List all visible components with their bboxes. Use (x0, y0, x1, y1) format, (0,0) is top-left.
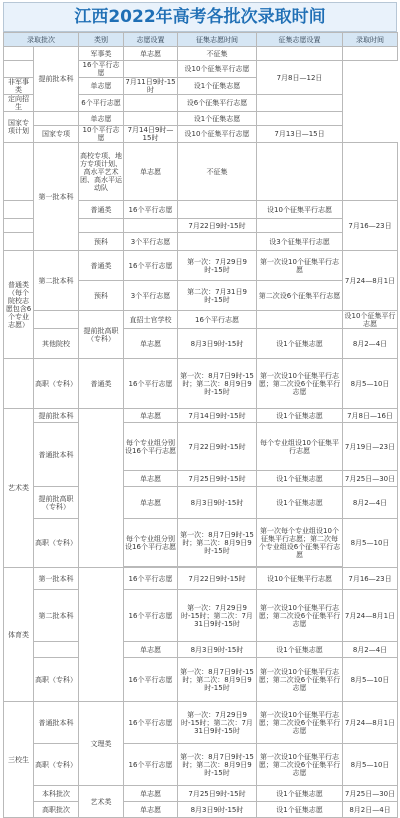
table-cell: 设10个征集平行志愿 (343, 311, 398, 329)
table-cell: 第二批本科 (34, 590, 79, 642)
table-cell: 7月11日9时-15时 (125, 78, 176, 94)
table-row (4, 658, 398, 702)
table-row (4, 702, 398, 744)
table-cell: 16个平行志愿 (124, 744, 178, 786)
table-cell: 设10个征集平行志愿 (178, 61, 257, 78)
table-cell: 16个平行志愿 (124, 201, 178, 219)
table-cell (124, 61, 178, 78)
table-cell: 第一次设10个征集平行志愿；第二次设6个征集平行志愿 (257, 744, 343, 786)
table-row (4, 802, 398, 818)
table-cell: 第二批本科 (34, 251, 79, 311)
table-cell (257, 143, 343, 201)
table-cell (257, 219, 343, 233)
table-cell: 单志愿 (124, 409, 178, 423)
table-cell: 7月22日9时-15时 (178, 219, 257, 233)
table-cell: 高职批次 (34, 802, 79, 818)
table-cell: 设6个征集平行志愿 (178, 95, 257, 112)
table-cell: 提前批高职（专科） (79, 311, 124, 359)
table-cell: 高职（专科） (34, 519, 79, 568)
table-cell: 第一次设10个征集平行志愿；第二次设6个征集平行志愿 (257, 658, 343, 702)
table-row (4, 251, 398, 281)
header-collect-time: 征集志愿时间 (178, 33, 257, 47)
table-cell (79, 409, 124, 568)
table-cell: 8月3日9时-15时 (178, 802, 257, 818)
table-cell: 7月8日—16日 (343, 409, 398, 423)
table-cell (4, 61, 34, 78)
table-cell: 第一次：7月29日9时-15时；第二次：7月31日9时-15时 (178, 702, 257, 744)
table-cell: 7月25日—30日 (343, 471, 398, 487)
table-cell: 设10个征集平行志愿 (178, 126, 257, 143)
table-cell: 7月14日9时-15时 (178, 409, 257, 423)
table-cell: 国家专项 (34, 126, 79, 143)
table-cell (257, 112, 343, 126)
table-cell: 第一次：8月7日9时-15时；第二次：8月9日9时-15时 (178, 658, 257, 702)
table-cell (124, 219, 178, 233)
header-batch: 录取批次 (4, 33, 79, 47)
table-cell: 文理类 (79, 702, 124, 786)
table-cell: 第一次：7月29日9时-15时；第二次：7月31日9时-15时 (178, 590, 257, 642)
table-cell (257, 47, 343, 61)
table-cell: 设1个征集志愿 (257, 487, 343, 519)
table-cell: 第二次设6个征集平行志愿 (257, 281, 343, 311)
table-cell: 16个平行志愿 (178, 311, 257, 329)
table-cell: 7月14日9时—15时 (124, 126, 178, 143)
table-cell: 预科 (79, 281, 124, 311)
table-cell: 8月3日9时-15时 (178, 642, 257, 658)
table-row (4, 487, 398, 519)
table-cell: 每个专业组分别设16个平行志愿 (124, 423, 178, 471)
table-cell (343, 47, 398, 61)
table-cell: 普通批本科 (34, 423, 79, 487)
header-category: 类别 (79, 33, 124, 47)
table-cell: 普通类 (79, 359, 124, 409)
table-row (4, 568, 398, 590)
table-cell (178, 201, 257, 219)
table-row (4, 642, 398, 658)
table-cell: 定向招生 (4, 95, 34, 112)
table-cell: 本科批次 (34, 786, 79, 802)
table-cell: 7月19日—23日 (343, 423, 398, 471)
table-cell (34, 112, 79, 126)
table-cell (343, 143, 398, 201)
table-cell (34, 311, 79, 329)
table-cell (4, 47, 34, 61)
table-cell: 3个平行志愿 (124, 281, 178, 311)
table-cell: 其他院校 (34, 329, 79, 359)
table-cell: 6个平行志愿 (79, 95, 124, 112)
table-cell: 单志愿 (124, 47, 178, 61)
table-cell (79, 219, 124, 233)
table-row (4, 786, 398, 802)
table-cell: 设1个征集志愿 (257, 802, 343, 818)
table-cell: 设3个征集平行志愿 (257, 233, 343, 251)
table-row (4, 590, 398, 642)
table-header-row (4, 33, 398, 47)
table-cell: 8月2—4日 (343, 642, 398, 658)
table-cell (4, 143, 34, 201)
table-cell: 每个专业组分别设16个平行志愿 (124, 519, 178, 567)
table-cell: 第一次每个专业组设10个征集平行志愿；第二次每个专业组设6个征集平行志愿 (257, 519, 343, 567)
header-volunteer-setting: 志愿设置 (124, 33, 178, 47)
table-cell: 8月5—10日 (343, 744, 398, 786)
admission-schedule-table (3, 32, 398, 818)
table-row (4, 519, 398, 567)
table-cell: 第一次：8月7日9时-15时；第二次：8月9日9时-15时 (178, 519, 257, 567)
table-row (4, 47, 398, 61)
table-cell: 7月24—8月1日 (343, 702, 398, 744)
table-row (4, 143, 398, 201)
table-cell (124, 95, 178, 112)
table-cell: 16个平行志愿 (124, 658, 178, 702)
table-cell: 单志愿 (124, 329, 178, 359)
table-cell (79, 568, 124, 702)
table-cell: 第一次：8月7日9时-15时；第二次：8月9日9时-15时 (178, 744, 257, 786)
table-cell (4, 201, 34, 219)
table-cell: 7月25日—30日 (343, 786, 398, 802)
table-cell: 高职（专科） (34, 359, 79, 409)
table-cell: 每个专业组设10个征集平行志愿 (257, 423, 343, 471)
table-cell: 8月3日9时-15时 (178, 487, 257, 519)
table-cell: 设1个征集志愿 (257, 786, 343, 802)
table-cell: 7月25日9时-15时 (178, 786, 257, 802)
table-cell (257, 95, 343, 112)
table-cell: 单志愿 (79, 78, 124, 95)
table-cell: 16个平行志愿 (124, 251, 178, 281)
table-cell: 艺术类 (79, 786, 124, 818)
table-cell: 8月3日9时-15时 (178, 329, 257, 359)
table-cell: 16个平行志愿 (79, 61, 124, 78)
table-cell: 高职（专科） (34, 658, 79, 702)
table-cell: 8月5—10日 (343, 519, 398, 568)
table-cell: 7月13日—15日 (257, 126, 343, 143)
table-cell: 16个平行志愿 (124, 359, 178, 409)
table-cell: 国家专项计划 (4, 112, 34, 143)
table-cell: 预科 (79, 233, 124, 251)
table-cell: 第一次：7月29日9时-15时 (178, 251, 257, 281)
table-cell: 单志愿 (79, 112, 124, 126)
table-row (4, 329, 398, 359)
table-cell: 3个平行志愿 (124, 233, 178, 251)
table-cell: 设1个征集志愿 (178, 112, 257, 126)
table-cell: 8月2日—4日 (343, 802, 398, 818)
page-title: 江西2022年高考各批次录取时间 (3, 2, 397, 32)
table-row (4, 311, 398, 329)
table-cell: 单志愿 (124, 642, 178, 658)
table-cell: 单志愿 (124, 786, 178, 802)
table-cell: 单志愿 (124, 143, 178, 201)
table-cell: 第一次设10个征集平行志愿；第二次设6个征集平行志愿 (257, 359, 343, 409)
table-cell: 7月22日9时-15时 (178, 423, 257, 471)
table-row (4, 409, 398, 423)
table-cell: 设1个征集志愿 (257, 642, 343, 658)
table-cell: 设1个征集志愿 (257, 329, 343, 359)
table-cell: 设10个征集平行志愿 (257, 201, 343, 219)
table-cell: 7月16—23日 (343, 568, 398, 590)
table-row (4, 112, 398, 126)
table-cell: 10个平行志愿 (79, 126, 124, 143)
table-cell: 第一次：8月7日9时-15时；第二次：8月9日9时-15时 (178, 359, 257, 409)
table-cell (4, 233, 34, 251)
table-cell: 第一批本科 (34, 143, 79, 251)
table-cell (178, 233, 257, 251)
table-cell: 16个平行志愿 (124, 568, 178, 590)
table-cell: 艺术类 (4, 409, 34, 568)
table-cell: 第二次：7月31日9时-15时 (178, 281, 257, 311)
table-cell: 提前批本科 (34, 47, 79, 112)
table-cell: 单志愿 (124, 487, 178, 519)
table-cell: 普通批本科 (34, 702, 79, 744)
table-cell (4, 219, 34, 233)
table-cell: 提前批高职（专科） (34, 487, 79, 519)
table-cell: 第一批本科 (34, 568, 79, 590)
table-cell: 高校专项、地方专项计划、高水平艺术团、高水平运动队 (79, 143, 124, 201)
table-cell: 单志愿 (124, 802, 178, 818)
table-body (4, 47, 398, 818)
table-row (4, 423, 398, 471)
table-cell: 三校生 (4, 702, 34, 818)
table-cell: 军事类 (79, 47, 124, 61)
table-cell: 第一次设10个征集平行志愿 (257, 251, 343, 281)
table-cell: 体育类 (4, 568, 34, 702)
table-cell: 7月8日—12日 (257, 61, 343, 95)
table-cell (4, 359, 34, 409)
header-admission-time: 录取时间 (343, 33, 398, 47)
table-cell: 16个平行志愿 (124, 590, 178, 642)
table-cell (34, 642, 79, 658)
table-cell: 提前批本科 (34, 409, 79, 423)
table-cell: 直招士官学校 (124, 311, 178, 329)
table-row (4, 359, 398, 409)
table-cell: 不征集 (178, 47, 257, 61)
table-cell: 普通类 (79, 251, 124, 281)
table-cell (124, 112, 178, 126)
table-cell: 8月5—10日 (343, 359, 398, 409)
table-cell (257, 311, 343, 329)
header-collect-setting: 征集志愿设置 (257, 33, 343, 47)
table-cell: 第一次设10个征集平行志愿；第二次设6个征集平行志愿 (257, 590, 343, 642)
table-cell: 16个平行志愿 (124, 702, 178, 744)
table-cell: 第一次设10个征集平行志愿；第二次设6个征集平行志愿 (257, 702, 343, 744)
table-cell: 8月5—10日 (343, 658, 398, 702)
table-cell: 设1个征集志愿 (178, 78, 257, 95)
table-cell: 单志愿 (124, 471, 178, 487)
table-cell: 7月25日9时-15时 (178, 471, 257, 487)
table-cell: 高职（专科） (34, 744, 79, 786)
table-cell: 不征集 (178, 143, 257, 201)
table-row (4, 744, 398, 786)
table-cell: 设1个征集志愿 (257, 471, 343, 487)
table-cell: 普通类 (79, 201, 124, 219)
table-cell: 设1个征集志愿 (257, 409, 343, 423)
table-cell: 7月24—8月1日 (343, 251, 398, 311)
table-row (4, 126, 398, 143)
table-cell: 7月16—23日 (343, 201, 398, 251)
table-cell: 8月2—4日 (343, 487, 398, 519)
table-cell: 普通类（每个院校志愿包含6个专业志愿） (4, 251, 34, 359)
table-cell: 7月22日9时-15时 (178, 568, 257, 590)
table-cell: 设10个征集平行志愿 (257, 568, 343, 590)
table-cell: 8月2—4日 (343, 329, 398, 359)
table-cell: 非军事类 (4, 78, 34, 95)
table-cell: 7月24—8月1日 (343, 590, 398, 642)
